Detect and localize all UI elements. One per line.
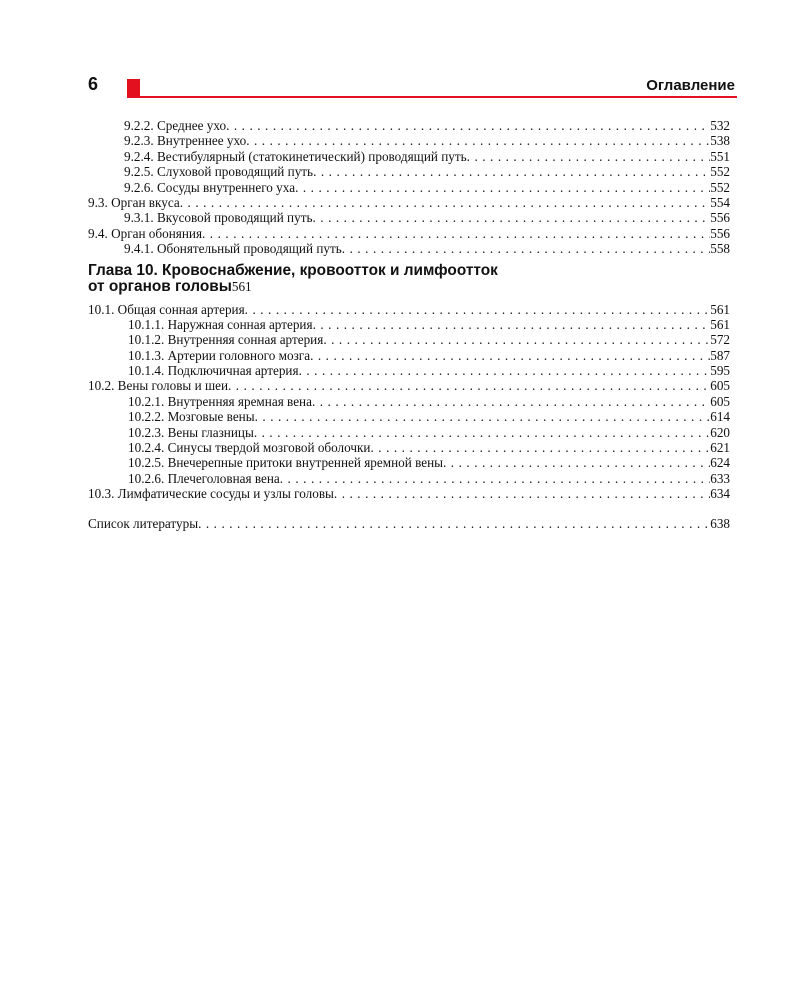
toc-entry-page: 634	[710, 486, 730, 502]
toc-entry[interactable]	[88, 348, 730, 363]
toc-entry-page: 587	[710, 347, 730, 363]
leader-dots	[295, 180, 710, 195]
leader-dots	[312, 210, 710, 225]
toc-entry-page: 554	[710, 194, 730, 210]
toc-entry-page: 621	[710, 440, 730, 456]
leader-dots	[310, 348, 710, 363]
header-rule	[127, 96, 737, 98]
toc-entry-page: 552	[710, 179, 730, 195]
toc-entry[interactable]	[88, 133, 730, 148]
toc-entry-title: 9.2.3. Внутреннее ухо	[124, 133, 247, 149]
toc-entry-title: 9.3.1. Вкусовой проводящий путь	[124, 210, 313, 226]
page-number: 6	[88, 74, 99, 94]
toc-entry-page: 558	[710, 241, 730, 257]
leader-dots	[370, 440, 710, 455]
toc-entry[interactable]	[88, 394, 730, 409]
leader-dots	[342, 241, 710, 256]
running-header-title: Оглавление	[646, 77, 735, 94]
toc-entry-title: 10.1.1. Наружная сонная артерия	[128, 316, 313, 332]
leader-dots	[280, 471, 710, 486]
toc-entry[interactable]	[88, 164, 730, 179]
toc-entry-page: 551	[710, 148, 730, 164]
leader-dots	[245, 302, 711, 317]
leader-dots	[255, 409, 711, 424]
toc-entry-title: 10.2.4. Синусы твердой мозговой оболочки	[128, 440, 371, 456]
toc-section-bottom	[88, 302, 730, 502]
leader-dots	[246, 133, 710, 148]
toc-entry-title: 10.2.6. Плечеголовная вена	[128, 470, 280, 486]
toc-entry-title: 10.1. Общая сонная артерия	[88, 301, 245, 317]
toc-entry[interactable]	[88, 332, 730, 347]
toc-entry-page: 572	[710, 332, 730, 348]
toc-entry[interactable]	[88, 486, 730, 501]
leader-dots	[312, 394, 710, 409]
toc-entry-title: 10.2.5. Внечерепные притоки внутренней яремной вены	[128, 455, 444, 471]
toc-entry-references[interactable]	[88, 516, 730, 531]
leader-dots	[226, 118, 710, 133]
toc-entry[interactable]	[88, 226, 730, 241]
toc-section-top	[88, 118, 730, 257]
toc-entry[interactable]	[88, 455, 730, 470]
toc-entry-title: 9.4.1. Обонятельный проводящий путь	[124, 241, 342, 257]
leader-dots	[334, 486, 710, 501]
toc-entry-page: 561	[710, 316, 730, 332]
toc-entry[interactable]	[88, 118, 730, 133]
leader-dots	[198, 516, 710, 531]
leader-dots	[323, 332, 710, 347]
chapter-title-line2-text: от органов головы	[88, 278, 232, 296]
leader-dots	[467, 149, 711, 164]
toc-entry-title: Список литературы	[88, 515, 199, 531]
toc-entry[interactable]	[88, 302, 730, 317]
toc-entry[interactable]	[88, 210, 730, 225]
toc-entry-title: 10.1.3. Артерии головного мозга	[128, 347, 311, 363]
toc-entry-page: 556	[710, 210, 730, 226]
toc-entry-title: 10.1.4. Подключичная артерия	[128, 363, 299, 379]
toc-entry-title: 9.4. Орган обоняния	[88, 225, 203, 241]
toc-entry-title: 9.2.5. Слуховой проводящий путь	[124, 164, 314, 180]
toc-entry[interactable]	[88, 471, 730, 486]
table-of-contents	[88, 118, 730, 531]
toc-entry-title: 9.2.2. Среднее ухо	[124, 118, 227, 133]
toc-entry[interactable]	[88, 180, 730, 195]
toc-entry-page: 561	[710, 301, 730, 317]
chapter-title-line2[interactable]	[88, 279, 730, 296]
toc-entry[interactable]	[88, 149, 730, 164]
toc-entry-title: 10.2.1. Внутренняя яремная вена	[128, 393, 312, 409]
header-accent-block	[127, 79, 140, 97]
leader-dots	[443, 455, 710, 470]
leader-dots	[313, 164, 710, 179]
leader-dots	[254, 425, 710, 440]
toc-entry[interactable]	[88, 363, 730, 378]
toc-entry[interactable]	[88, 409, 730, 424]
toc-entry[interactable]	[88, 425, 730, 440]
toc-entry[interactable]	[88, 241, 730, 256]
leader-dots	[299, 363, 711, 378]
toc-entry[interactable]	[88, 378, 730, 393]
toc-entry-page: 633	[710, 470, 730, 486]
toc-entry-title: 10.3. Лимфатические сосуды и узлы головы	[88, 486, 334, 502]
toc-entry-page: 624	[710, 455, 730, 471]
toc-entry[interactable]	[88, 195, 730, 210]
toc-entry-title: 9.2.6. Сосуды внутреннего уха	[124, 179, 296, 195]
toc-entry-page: 556	[710, 225, 730, 241]
leader-dots	[202, 226, 710, 241]
leader-dots	[180, 195, 710, 210]
toc-entry-page: 614	[710, 409, 730, 425]
toc-entry-page: 605	[710, 378, 730, 394]
leader-dots	[313, 317, 711, 332]
toc-entry-title: 9.2.4. Вестибулярный (статокинетический) проводящий путь	[124, 148, 467, 164]
toc-entry-page: 552	[710, 164, 730, 180]
leader-dots	[228, 378, 710, 393]
toc-entry-title: 10.2.3. Вены глазницы	[128, 424, 254, 440]
toc-entry-title: 9.3. Орган вкуса	[88, 194, 180, 210]
toc-entry[interactable]	[88, 317, 730, 332]
toc-entry-page: 605	[710, 393, 730, 409]
toc-entry-page: 638	[710, 515, 730, 531]
toc-entry-title: 10.1.2. Внутренняя сонная артерия	[128, 332, 324, 348]
toc-entry-page: 620	[710, 424, 730, 440]
toc-entry-page: 595	[710, 363, 730, 379]
toc-entry-title: 10.2. Вены головы и шеи	[88, 378, 229, 394]
chapter-title-line1: Глава 10. Кровоснабжение, кровоотток и лимфоотток	[88, 261, 498, 279]
chapter-page-number: 561	[231, 279, 252, 295]
toc-entry[interactable]	[88, 440, 730, 455]
toc-entry-page: 538	[710, 133, 730, 149]
toc-entry-page: 532	[710, 118, 730, 133]
toc-entry-title: 10.2.2. Мозговые вены	[128, 409, 255, 425]
